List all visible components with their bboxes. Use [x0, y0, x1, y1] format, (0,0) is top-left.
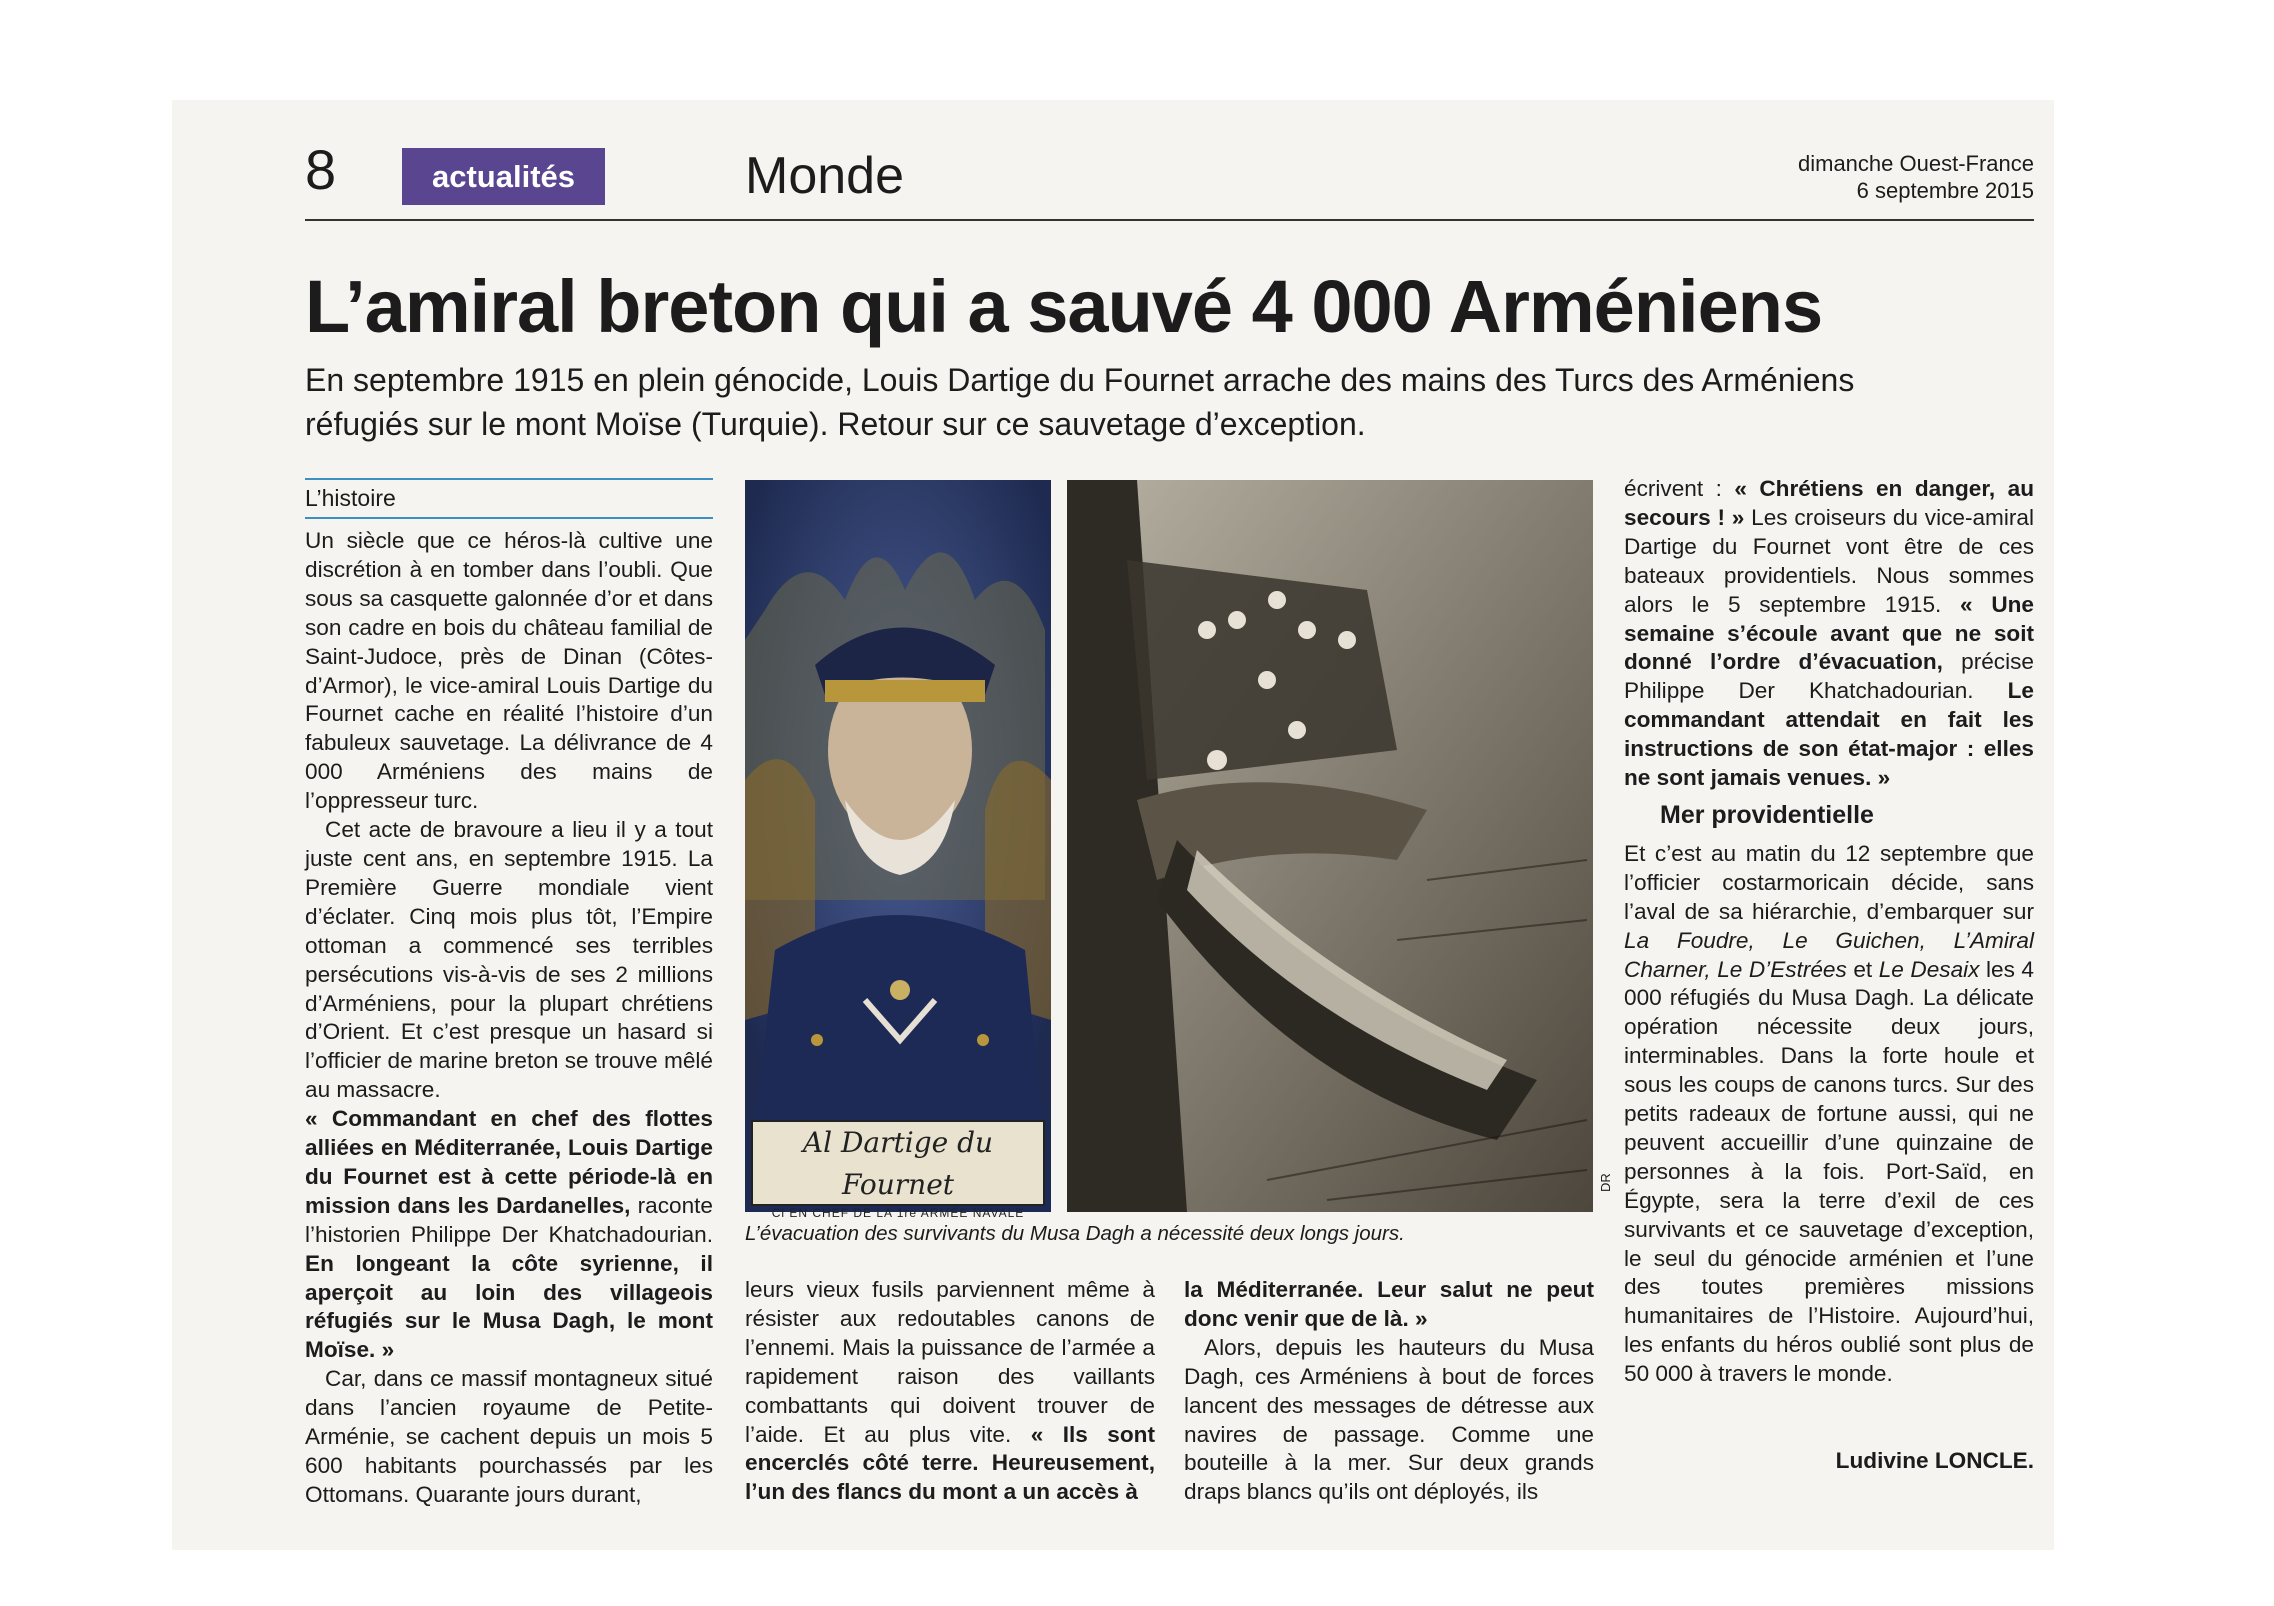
text: précise Philippe Der Khatchadourian.	[1624, 649, 2034, 704]
paragraph	[745, 1276, 1155, 1507]
ship-name: Le Desaix	[1878, 956, 1980, 982]
publication-name: dimanche Ouest-France	[1798, 151, 2034, 176]
photo-caption: L’évacuation des survivants du Musa Dagh a nécessité deux longs jours.	[745, 1222, 1405, 1245]
byline: Ludivine LONCLE.	[1835, 1448, 2034, 1473]
paragraph	[1184, 1276, 1594, 1334]
page-number: 8	[305, 138, 337, 201]
quote: la Méditerranée. Leur salut ne peut donc venir que de là. »	[1184, 1277, 1594, 1331]
rubric-badge: actualités	[402, 148, 605, 205]
header-rule	[305, 219, 2034, 221]
photo-credit: DR	[1598, 1173, 1613, 1192]
text: leurs vieux fusils parviennent même à résister aux redoutables canons de l’ennemi. Mais la puissance de l’armée a rapidement raison des vaillants combattants qui doivent trouver de l’aide. Et au plus vite.	[745, 1277, 1155, 1447]
ship-names: La Foudre, Le Guichen, L’Amiral Charner, Le D’Estrées	[1624, 927, 2034, 982]
paragraph: Alors, depuis les hauteurs du Musa Dagh, ces Arméniens à bout de forces lancent des messages de détresse aux navires de passage. Comme une bouteille à la mer. Sur deux grands draps blancs qu’ils ont déployés, ils	[1184, 1334, 1594, 1505]
paragraph	[305, 1105, 713, 1365]
text: et	[1846, 956, 1879, 982]
paragraph: Cet acte de bravoure a lieu il y a tout juste cent ans, en septembre 1915. La Première Guerre mondiale vient d’éclater. Cinq mois plus tôt, l’Empire ottoman a commencé ses terribles persécutions vis-à-vis de ses 2 millions d’Arméniens, pour la plupart chrétiens d’Orient. Et c’est presque un hasard si l’officier de marine breton se trouve mêlé au massacre.	[305, 817, 713, 1103]
text: Les croiseurs du vice-amiral Dartige du Fournet vont être de ces bateaux providentiels. Nous sommes alors le 5 septembre 1915.	[1624, 504, 2034, 617]
column-4	[1624, 475, 2034, 1389]
portrait-photo	[745, 480, 1051, 1220]
text: les 4 000 réfugiés du Musa Dagh. La délicate opération nécessite deux jours, interminables. Dans la forte houle et sous les coups de canons turcs. Sur des petits radeaux de fortune aussi, qui ne peuvent accueillir d’une quinzaine de personnes à la fois. Port-Saïd, en Égypte, sera la terre d’exil de ces survivants et ce sauvetage d’exception, le seul du génocide arménien et l’une des toutes premières missions humanitaires de l’Histoire. Aujourd’hui, les enfants du héros oublié sont plus de 50 000 à travers le monde.	[1624, 956, 2034, 1387]
column-1	[305, 527, 713, 1510]
paragraph: Car, dans ce massif montagneux situé dans l’ancien royaume de Petite-Arménie, se cachent depuis un mois 5 600 habitants pourchassés par les Ottomans. Quarante jours durant,	[305, 1366, 713, 1507]
quote: « Chrétiens en danger, au secours ! »	[1624, 476, 2034, 530]
evacuation-photo	[1067, 480, 1593, 1212]
column-3	[1184, 1276, 1594, 1507]
publication-date	[1798, 150, 2034, 204]
issue-date: 6 septembre 2015	[1856, 178, 2034, 203]
headline: L’amiral breton qui a sauvé 4 000 Arméniens	[305, 265, 1823, 348]
quote: « Ils sont encerclés côté terre. Heureusement, l’un des flancs du mont a un accès à	[745, 1421, 1155, 1505]
text: Et c’est au matin du 12 septembre que l’officier costarmoricain décide, sans l’aval de sa hiérarchie, d’embarquer sur	[1624, 840, 2034, 924]
column-rubric: L’histoire	[305, 478, 713, 519]
portrait-plate	[751, 1120, 1045, 1220]
quote: En longeant la côte syrienne, il aperçoit au loin des villageois réfugiés sur le Musa Dagh, le mont Moïse. »	[305, 1250, 713, 1363]
paragraph	[1624, 475, 2034, 793]
text: écrivent :	[1624, 476, 1735, 501]
subheading: Mer providentielle	[1660, 800, 1874, 829]
portrait-plate-text: Cl EN CHEF DE LA 1re ARMÉE NAVALE	[771, 1206, 1025, 1220]
column-2	[745, 1276, 1155, 1507]
standfirst: En septembre 1915 en plein génocide, Louis Dartige du Fournet arrache des mains des Turcs des Arméniens réfugiés sur le mont Moïse (Turquie). Retour sur ce sauvetage d’exception.	[305, 362, 1855, 442]
quote: Le commandant attendait en fait les instructions de son état-major : elles ne sont jamais venues. »	[1624, 678, 2034, 791]
portrait-signature: Al Dartige du Fournet	[802, 1126, 994, 1201]
paragraph: Un siècle que ce héros-là cultive une discrétion à en tomber dans l’oubli. Que sous sa casquette galonnée d’or et dans son cadre en bois du château familial de Saint-Judoce, près de Dinan (Côtes-d’Armor), le vice-amiral Louis Dartige du Fournet cache en réalité l’histoire d’un fabuleux sauvetage. La délivrance de 4 000 Arméniens des mains de l’oppresseur turc.	[305, 528, 713, 814]
section-title: Monde	[745, 147, 904, 205]
quote: « Commandant en chef des flottes alliées en Méditerranée, Louis Dartige du Fournet est à cette période-là en mission dans les Dardanelles,	[305, 1106, 713, 1218]
quote: « Une semaine s’écoule avant que ne soit donné l’ordre d’évacuation,	[1624, 591, 2035, 675]
text: raconte l’historien Philippe Der Khatchadourian.	[305, 1192, 713, 1247]
paragraph	[1624, 840, 2034, 1389]
